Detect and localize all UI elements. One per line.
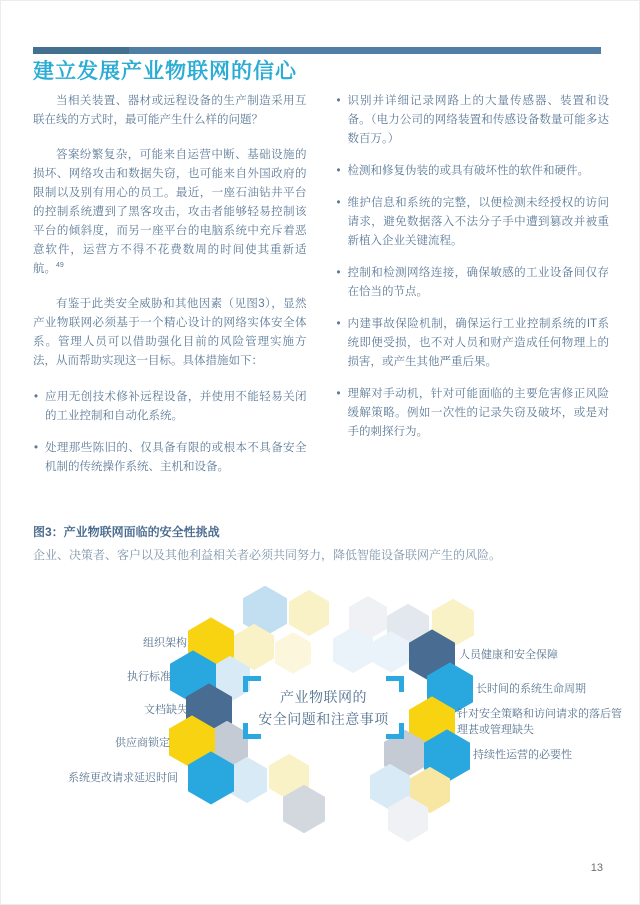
- diagram-label-left: 执行标准: [127, 671, 171, 683]
- bullet-item: • 应用无创技术修补远程设备，并使用不能轻易关闭的工业控制和自动化系统。: [33, 388, 307, 426]
- footnote-reference: 49: [56, 262, 64, 270]
- paragraph: 有鉴于此类安全威胁和其他因素（见图3），显然产业物联网必须基于一个精心设计的网络实体安全体系。管理人员可以借助强化目前的风险管理实施方法，从而帮助实现这一目标。具体措施如下：: [33, 298, 307, 367]
- diagram-label-right: 针对安全策略和访问请求的落后管理甚或管理缺失: [457, 708, 622, 736]
- page-number: 13: [590, 862, 603, 874]
- diagram-label-left: 供应商锁定: [115, 737, 170, 749]
- bullet-item: • 内建事故保险机制，确保运行工业控制系统的IT系统即便受损，也不对人员和财产造成任何物理上的损害，或产生其他严重后果。: [336, 315, 610, 372]
- paragraph: 当相关装置、器材或远程设备的生产制造采用互联在线的方式时，最可能产生什么样的问题？: [33, 95, 307, 126]
- diagram-center-line1: 产业物联网的: [280, 688, 367, 705]
- hexagon: [275, 632, 311, 674]
- diagram-center-line2: 安全问题和注意事项: [258, 710, 389, 727]
- bullet-item: • 识别并详细记录网路上的大量传感器、装置和设备。（电力公司的网络装置和传感设备数量可能多达数百万。）: [336, 92, 610, 149]
- diagram-label-left: 组织架构: [143, 637, 187, 649]
- hexagon: [289, 590, 329, 636]
- diagram-label-left: 系统更改请求延迟时间: [68, 772, 178, 784]
- bullet-item: • 处理那些陈旧的、仅具备有限的或根本不具备安全机制的传统操作系统、主机和设备。: [33, 439, 307, 477]
- bullet-item: • 控制和检测网络连接，确保敏感的工业设备间仅存在恰当的节点。: [336, 264, 610, 302]
- paragraph-text: 答案纷繁复杂，可能来自运营中断、基础设施的损坏、网络攻击和数据失窃，也可能来自外国政府的限制以及别有用心的员工。最近，一座石油钻井平台的控制系统遭到了黑客攻击，攻击者能够轻易控制该平台的倾斜度，而另一座平台的电脑系统中充斥着恶意软件，运营方不得不花费数周的时间使其重新适航。: [33, 149, 307, 275]
- bullet-item: • 维护信息和系统的完整，以便检测未经授权的访问请求，避免数据落入不法分子手中遭到篡改并被重新植入企业关键流程。: [336, 194, 610, 251]
- bullet-item: • 检测和修复伪装的或具有破坏性的软件和硬件。: [336, 162, 610, 181]
- figure-caption-text: 企业、决策者、客户以及其他利益相关者必须共同努力，降低智能设备联网产生的风险。: [33, 548, 502, 562]
- page-title: 建立发展产业物联网的信心: [33, 60, 297, 83]
- diagram-label-right: 人员健康和安全保障: [459, 649, 558, 661]
- bullet-item: • 理解对手动机，针对可能面临的主要危害修正风险缓解策略。例如一次性的记录失窃及破坏，或是对手的刺探行为。: [336, 385, 610, 442]
- diagram-center-text: [223, 676, 424, 739]
- figure-caption-title: 图3：产业物联网面临的安全性挑战: [33, 525, 220, 539]
- diagram-label-right: 长时间的系统生命周期: [476, 683, 586, 695]
- diagram-label-left: 文档缺失: [144, 704, 188, 716]
- diagram-label-right: 持续性运营的必要性: [473, 749, 572, 761]
- hexagon-diagram: [1, 1, 640, 905]
- diagram-center-frame: [243, 676, 404, 739]
